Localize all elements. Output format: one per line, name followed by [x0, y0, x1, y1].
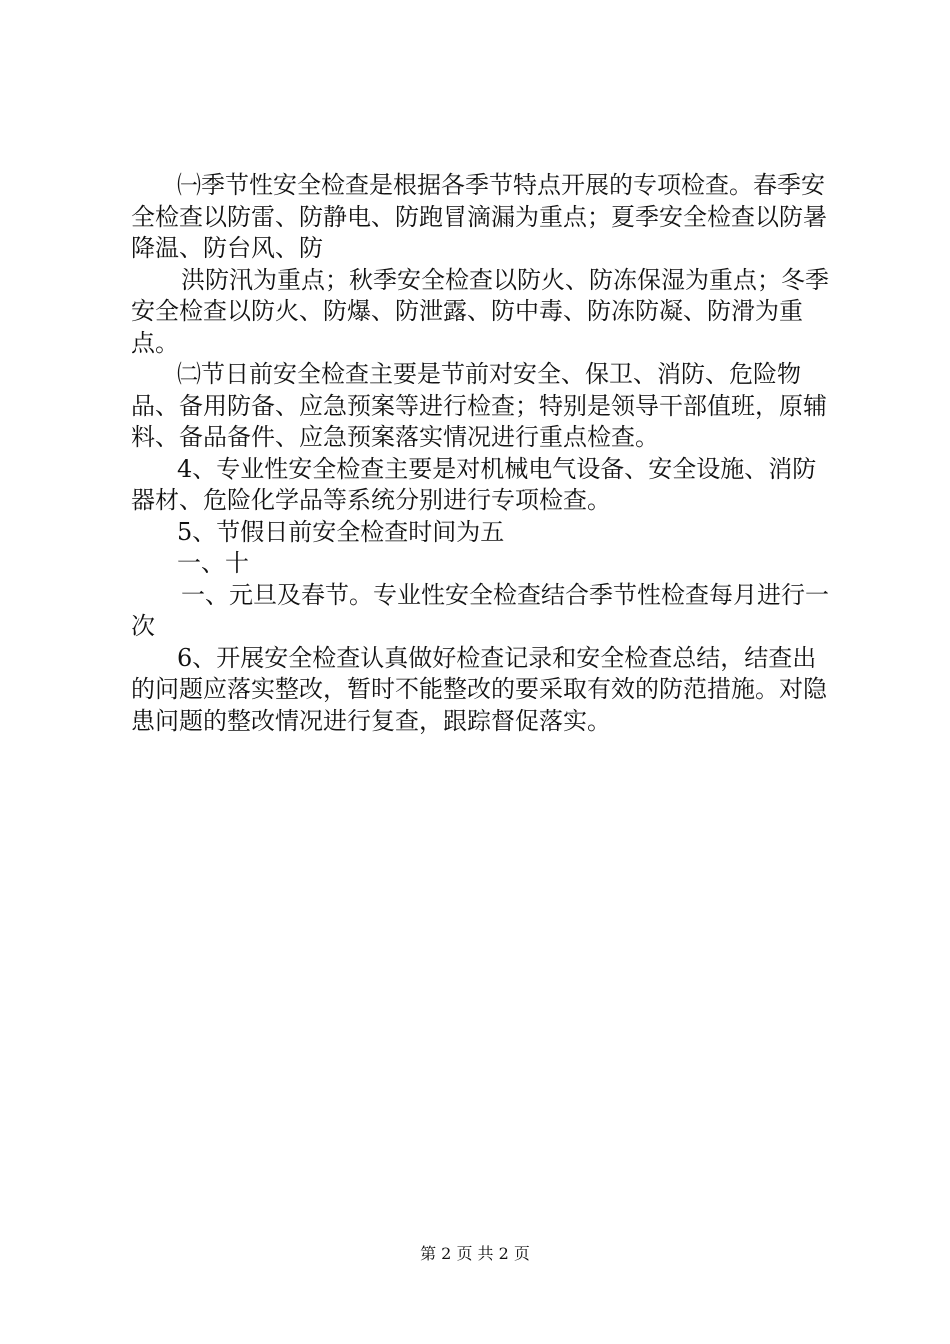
- paragraph-seasonal-inspection: ㈠季节性安全检查是根据各季节特点开展的专项检查。春季安全检查以防雷、防静电、防跑冒滴漏为重点；夏季安全检查以防暑降温、防台风、防: [131, 171, 827, 262]
- paragraph-seasonal-inspection-continued: 洪防汛为重点；秋季安全检查以防火、防冻保湿为重点；冬季安全检查以防火、防爆、防泄露、防中毒、防冻防凝、防滑为重点。: [131, 265, 829, 357]
- paragraph-professional-inspection: 4、专业性安全检查主要是对机械电气设备、安全设施、消防器材、危险化学品等系统分别进行专项检查。: [131, 454, 817, 514]
- paragraph-new-year-schedule: 一、元旦及春节。专业性安全检查结合季节性检查每月进行一次: [131, 580, 829, 640]
- paragraph-holiday-schedule-fragment: 一、十: [177, 549, 249, 577]
- page-footer: 第 2 页 共 2 页: [420, 1244, 530, 1263]
- paragraph-holiday-schedule: 5、节假日前安全检查时间为五: [177, 517, 505, 546]
- document-body: [131, 170, 836, 737]
- paragraph-inspection-records: 6、开展安全检查认真做好检查记录和安全检查总结，结查出的问题应落实整改，暂时不能整改的要采取有效的防范措施。对隐患问题的整改情况进行复查，跟踪督促落实。: [131, 643, 827, 735]
- paragraph-holiday-inspection: ㈡节日前安全检查主要是节前对安全、保卫、消防、危险物品、备用防备、应急预案等进行检查；特别是领导干部值班，原辅料、备品备件、应急预案落实情况进行重点检查。: [131, 360, 827, 451]
